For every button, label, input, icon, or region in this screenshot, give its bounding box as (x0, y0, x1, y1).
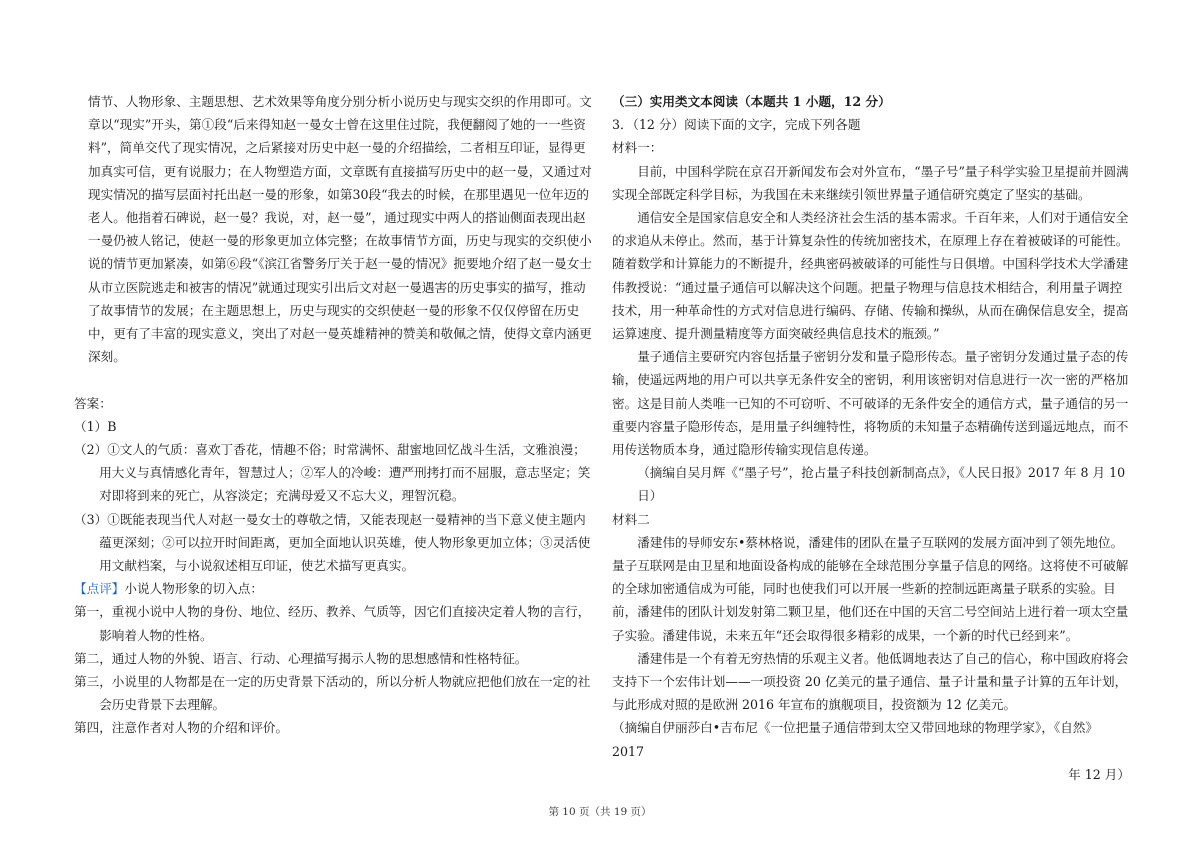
question-prompt: 3．（12 分）阅读下面的文字，完成下列各题 (612, 117, 861, 133)
material2-source-end: 年 12 月） (1068, 766, 1130, 782)
comment-point: 第三，小说里的人物都是在一定的历史背景下活动的，所以分析人物就应把他们放在一定的社会历史背景下去理解。 (74, 674, 591, 713)
right-column (612, 90, 1130, 786)
analysis-paragraph: 情节、人物形象、主题思想、艺术效果等角度分别分析小说历史与现实交织的作用即可。文章以“现实”开头，第①段“后来得知赵一曼女士曾在这里住过院，我便翻阅了她的一一些资料”，简单交代了现实情况，之后紧接对历史中赵一曼的介绍描绘，二者相互印证，显得更加真实可信，更有说服力；在人物塑造方面，文章既有直接描写历史中的赵一曼，又通过对现实情况的描写层面衬托出赵一曼的形象，如第30段“我去的时候，在那里遇见一位年迈的老人。他指着石碑说，赵一曼？我说，对，赵一曼”，通过现实中两人的搭讪侧面表现出赵一曼仍被人铭记，使赵一曼的形象更加立体完整；在故事情节方面，历史与现实的交织使小说的情节更加紧凑，如第⑥段“《滨江省警务厅关于赵一曼的情况》扼要地介绍了赵一曼女士从市立医院逃走和被害的情况”就通过现实引出后文对赵一曼遇害的历史事实的描写，推动了故事情节的发展；在主题思想上，历史与现实的交织使赵一曼的形象不仅仅停留在历史中，更有了丰富的现实意义，突出了对赵一曼英雄精神的赞美和敬佩之情，使得文章内涵更深刻。 (88, 94, 592, 365)
left-column (74, 90, 594, 740)
comment-text: 小说人物形象的切入点： (124, 581, 263, 597)
answer-item: （1）B (74, 418, 117, 434)
material1-paragraph: 通信安全是国家信息安全和人类经济社会生活的基本需求。千百年来，人们对于通信安全的求追从未停止。然而，基于计算复杂性的传统加密技术，在原理上存在着被破译的可能性。随着数学和计算能力的不断提升，经典密码被破译的可能性与日俱增。中国科学技术大学潘建伟教授说：“通过量子通信可以解决这个问题。把量子物理与信息技术相结合，利用量子调控技术，用一种革命性的方式对信息进行编码、存储、传输和操纵，从而在确保信息安全，提高运算速度、提升测量精度等方面突破经典信息技术的瓶颈。” (612, 210, 1129, 342)
comment-line (74, 577, 594, 600)
comment-point: 第一，重视小说中人物的身份、地位、经历、教养、气质等，因它们直接决定着人物的言行，影响着人物的性格。 (74, 604, 591, 643)
material2-label: 材料二 (612, 511, 650, 527)
material1-paragraph: 目前，中国科学院在京召开新闻发布会对外宣布，“墨子号”量子科学实验卫星提前并圆满实现全部既定科学目标，为我国在未来继续引领世界量子通信研究奠定了坚实的基础。 (612, 163, 1129, 202)
comment-point: 第四，注意作者对人物的介绍和评价。 (74, 720, 289, 736)
answer-item: （3）①既能表现当代人对赵一曼女士的尊敬之情，又能表现赵一曼精神的当下意义使主题内蕴更深刻；②可以拉开时间距离，更加全面地认识英雄，使人物形象更加立体；③灵活使用文献档案，与小说叙述相互印证，使艺术描写更真实。 (74, 511, 591, 574)
comment-point: 第二，通过人物的外貌、语言、行动、心理描写揭示人物的思想感情和性格特征。 (74, 650, 528, 666)
material2-paragraph: 潘建伟是一个有着无穷热情的乐观主义者。他低调地表达了自己的信心，称中国政府将会支持下一个宏伟计划——一项投资 20 亿美元的量子通信、量子计量和量子计算的五年计划，与此形成对照的是欧洲 2016 年宣布的旗舰项目，投资额为 12 亿美元。 (612, 650, 1129, 713)
material2-source: （摘编自伊丽莎白•吉布尼《一位把量子通信带到太空又带回地球的物理学家》，《自然》2017 (612, 720, 1098, 759)
material2-paragraph: 潘建伟的导师安东•蔡林格说，潘建伟的团队在量子互联网的发展方面冲到了领先地位。量子互联网是由卫星和地面设备构成的能够在全球范围分享量子信息的网络。这将使不可破解的全球加密通信成为可能，同时也使我们可以开展一些新的控制远距离量子联系的实验。目前，潘建伟的团队计划发射第二颗卫星，他们还在中国的天宫二号空间站上进行着一项太空量子实验。潘建伟说，未来五年“还会取得很多精彩的成果，一个新的时代已经到来”。 (612, 534, 1129, 643)
answer-item: （2）①文人的气质：喜欢丁香花，情趣不俗；时常满怀、甜蜜地回忆战斗生活，文雅浪漫；用大义与真情感化青年，智慧过人；②军人的冷峻：遭严刑拷打而不屈服，意志坚定；笑对即将到来的死亡，从容淡定；充满母爱又不忘大义，理智沉稳。 (74, 442, 591, 504)
answer-label: 答案： (74, 395, 112, 411)
material1-source: （摘编自吴月辉《“墨子号”，抢占量子科技创新制高点》，《人民日报》2017 年 8 月 10 日） (637, 465, 1126, 504)
section-title: （三）实用类文本阅读（本题共 1 小题，12 分） (612, 94, 891, 109)
material1-label: 材料一： (612, 140, 663, 156)
page-footer: 第 10 页（共 19 页） (548, 806, 652, 818)
material1-paragraph: 量子通信主要研究内容包括量子密钥分发和量子隐形传态。量子密钥分发通过量子态的传输，使遥远两地的用户可以共享无条件安全的密钥，利用该密钥对信息进行一次一密的严格加密。这是目前人类唯一已知的不可窃听、不可破译的无条件安全的通信方式，量子通信的另一重要内容量子隐形传态，是用量子纠缠特性，将物质的未知量子态精确传送到遥远地点，而不用传送物质本身，通过隐形传输实现信息传递。 (612, 349, 1129, 458)
comment-tag: 【点评】 (74, 581, 125, 597)
